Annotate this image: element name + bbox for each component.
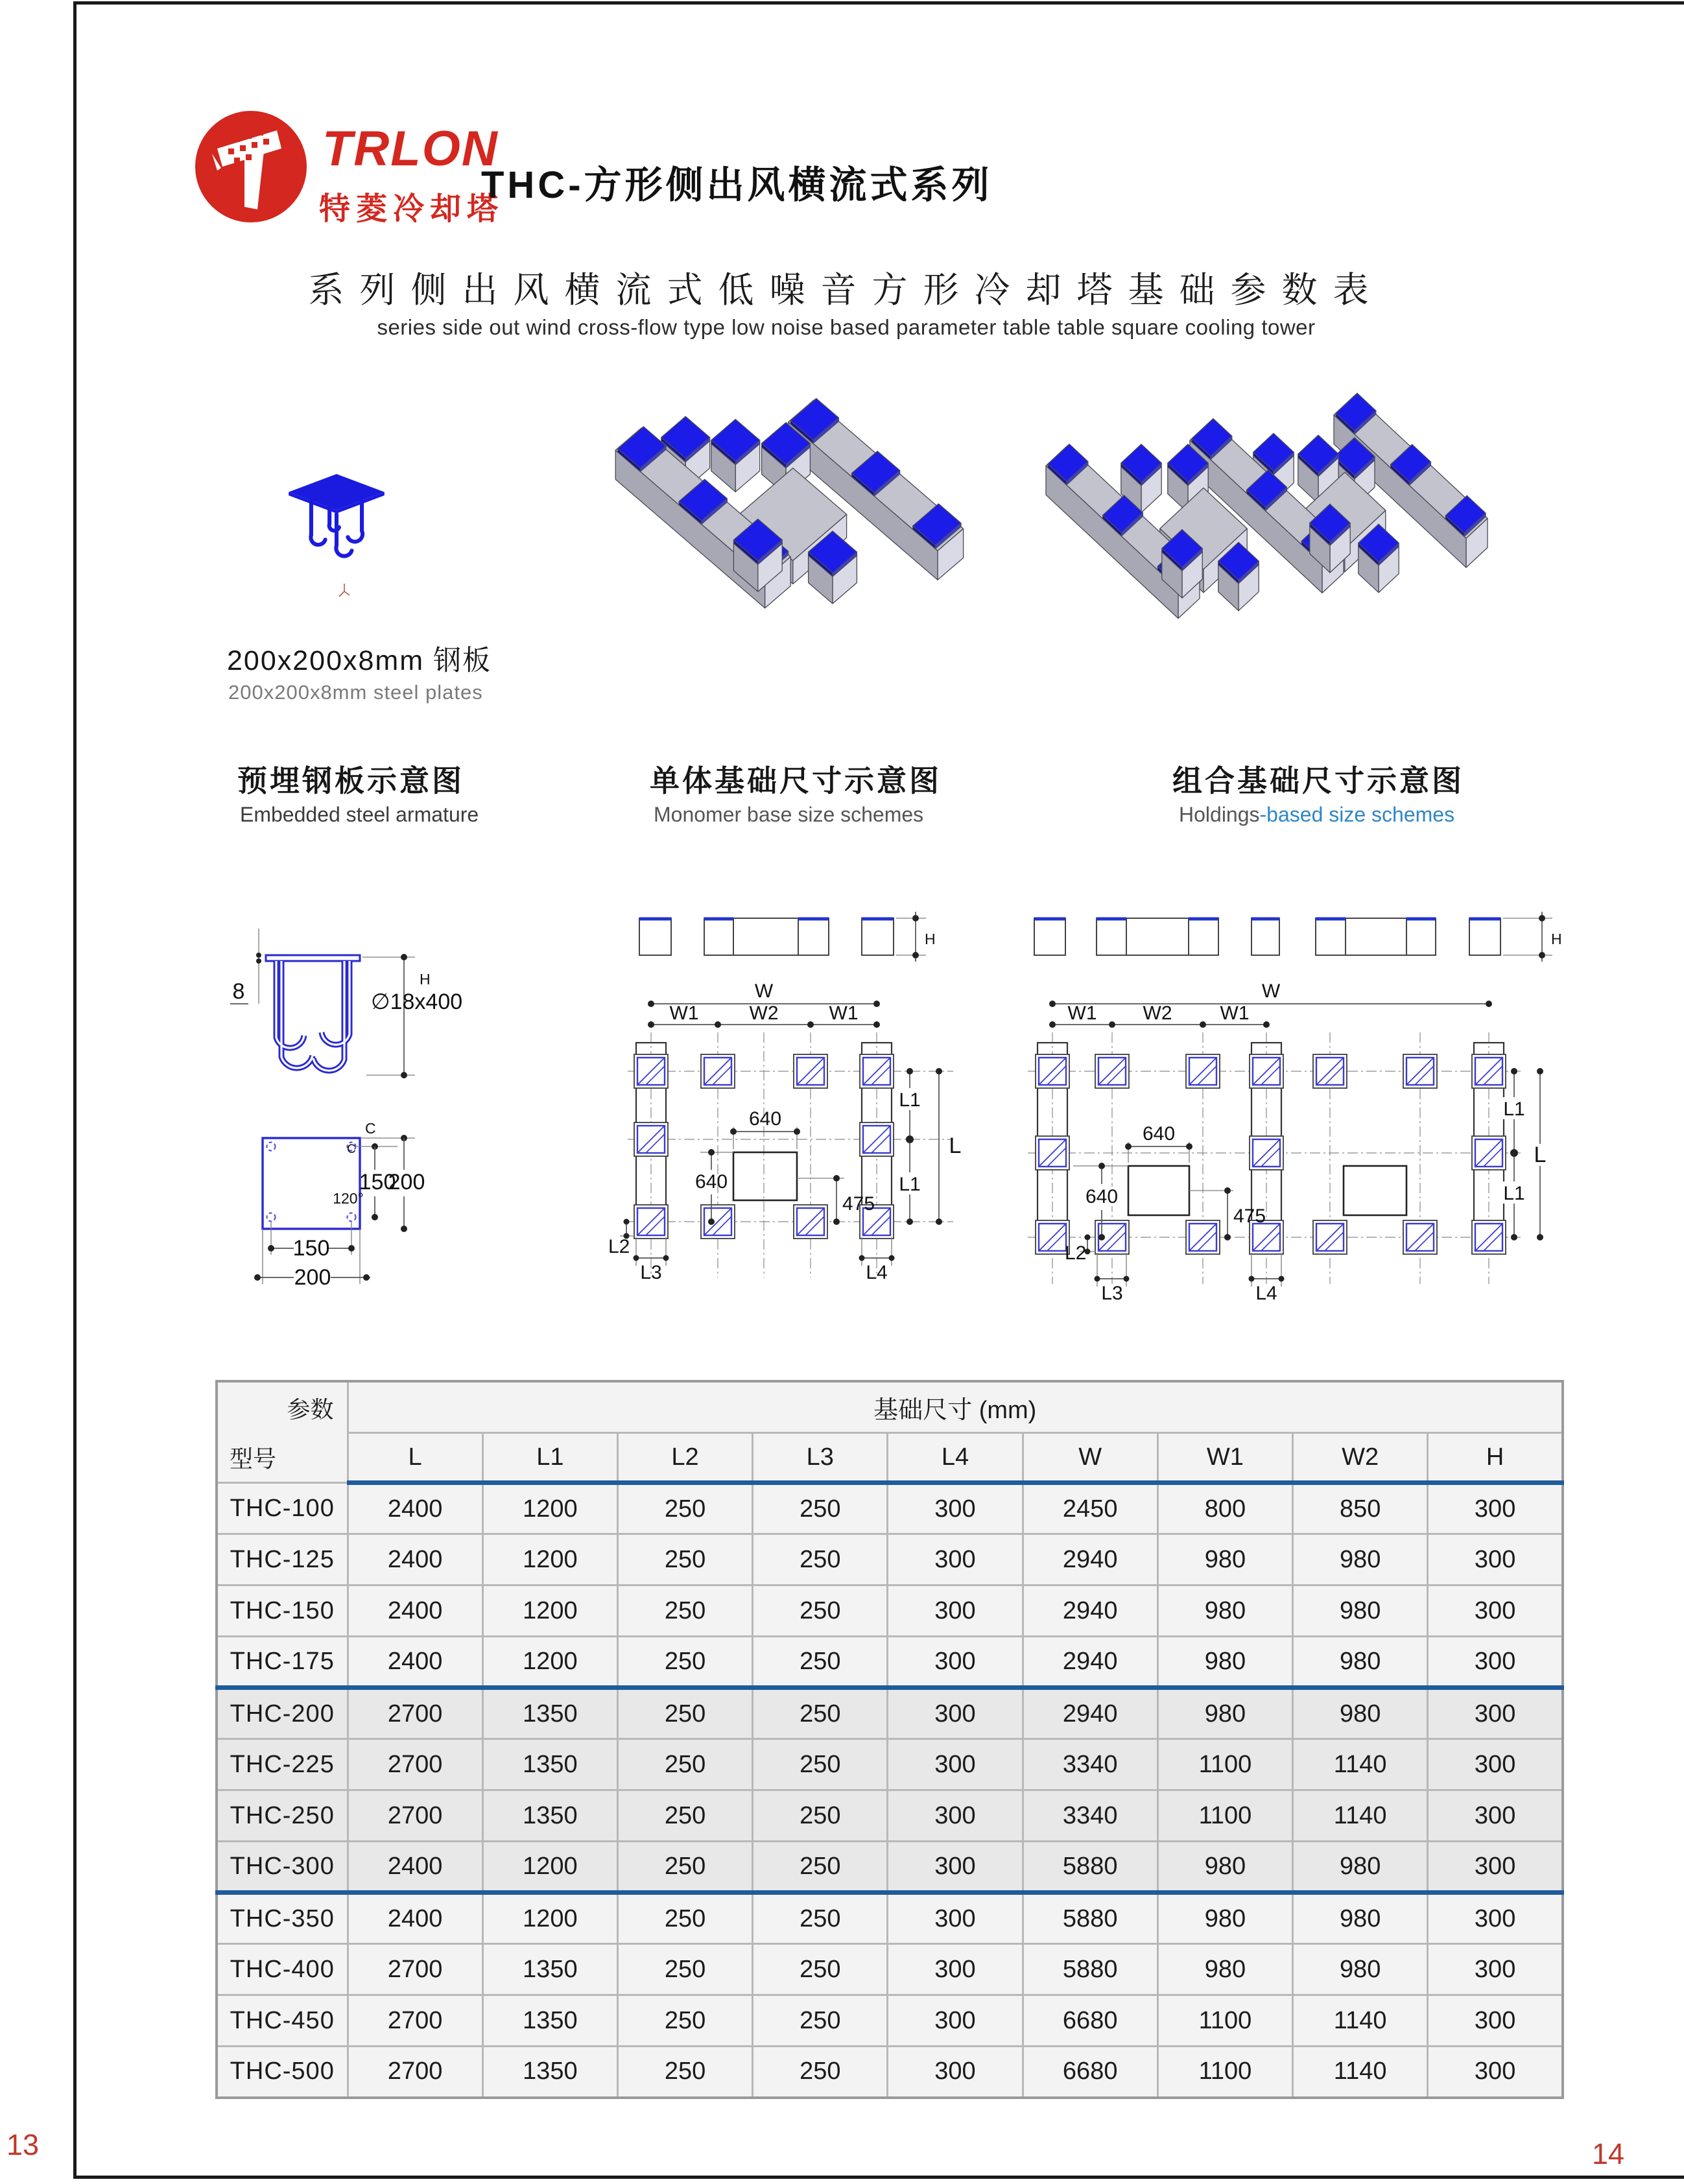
value-cell: 1200 xyxy=(482,1585,617,1637)
dim-150-side: 150 xyxy=(359,1170,396,1194)
table-row xyxy=(217,1842,1563,1893)
value-cell: 1100 xyxy=(1157,1995,1292,2047)
value-cell: 1200 xyxy=(482,1483,617,1534)
dim-w2: W2 xyxy=(749,1003,779,1024)
table-row xyxy=(217,1688,1563,1739)
model-cell: THC-125 xyxy=(217,1534,348,1585)
value-cell: 980 xyxy=(1293,1893,1428,1944)
value-cell: 1350 xyxy=(482,1995,617,2047)
value-cell: 2940 xyxy=(1023,1688,1157,1739)
value-cell: 300 xyxy=(1428,1944,1563,1995)
dim-w1b: W1 xyxy=(1220,1003,1250,1024)
subtitle-cn: 系列侧出风横流式低噪音方形冷却塔基础参数表 xyxy=(308,270,1384,310)
value-cell: 2700 xyxy=(348,1995,482,2047)
dim-h: H xyxy=(925,931,936,947)
dim-w: W xyxy=(754,980,774,1002)
value-cell: 1200 xyxy=(482,1534,617,1585)
dim-475: 475 xyxy=(842,1193,875,1215)
table-row xyxy=(217,2047,1563,2098)
col-header-W1: W1 xyxy=(1157,1433,1292,1483)
value-cell: 250 xyxy=(617,1893,752,1944)
plate-spec-cn: 200x200x8mm 钢板 xyxy=(227,645,492,676)
value-cell: 980 xyxy=(1293,1534,1428,1585)
value-cell: 300 xyxy=(1428,1585,1563,1637)
value-cell: 980 xyxy=(1293,1637,1428,1688)
col-header-L: L xyxy=(348,1433,482,1483)
value-cell: 800 xyxy=(1157,1483,1292,1534)
caption-embedded-en: Embedded steel armature xyxy=(240,803,479,826)
table-row xyxy=(217,1585,1563,1637)
value-cell: 300 xyxy=(1428,1483,1563,1534)
value-cell: 1350 xyxy=(482,1688,617,1739)
caption-combined-en-prefix: Holdings xyxy=(1179,803,1260,826)
caption-combined-cn: 组合基础尺寸示意图 xyxy=(1172,764,1464,798)
brand-name-cn: 特菱冷却塔 xyxy=(319,192,504,226)
dim-w: W xyxy=(1261,980,1281,1002)
dim-c: C xyxy=(365,1120,376,1137)
model-cell: THC-100 xyxy=(217,1483,348,1534)
value-cell: 250 xyxy=(753,1585,888,1637)
value-cell: 2700 xyxy=(348,1944,482,1995)
value-cell: 980 xyxy=(1293,1842,1428,1893)
value-cell: 850 xyxy=(1293,1483,1428,1534)
value-cell: 3340 xyxy=(1023,1790,1157,1842)
embedded-plate-drawing xyxy=(217,901,496,1329)
table-row xyxy=(217,1483,1563,1534)
dim-640-left: 640 xyxy=(1085,1186,1119,1207)
value-cell: 300 xyxy=(888,1688,1023,1739)
value-cell: 250 xyxy=(753,1944,888,1995)
value-cell: 250 xyxy=(753,1637,888,1688)
dim-l1b: L1 xyxy=(1503,1183,1525,1204)
value-cell: 980 xyxy=(1293,1944,1428,1995)
model-cell: THC-150 xyxy=(217,1585,348,1637)
value-cell: 300 xyxy=(1428,1842,1563,1893)
value-cell: 300 xyxy=(1428,1995,1563,2047)
value-cell: 1200 xyxy=(482,1842,617,1893)
value-cell: 250 xyxy=(753,1790,888,1842)
value-cell: 6680 xyxy=(1023,2047,1157,2098)
steel-plate-icon xyxy=(287,471,386,562)
value-cell: 300 xyxy=(888,1790,1023,1842)
table-row xyxy=(217,1739,1563,1790)
single-base-drawing xyxy=(603,895,992,1323)
value-cell: 300 xyxy=(888,1944,1023,1995)
value-cell: 300 xyxy=(1428,1790,1563,1842)
subtitle-en: series side out wind cross-flow type low noise based parameter table table square cooling tower xyxy=(377,315,1316,339)
corner-label-param: 参数 xyxy=(287,1396,334,1423)
value-cell: 2400 xyxy=(348,1893,482,1944)
dim-w1: W1 xyxy=(1067,1003,1097,1024)
table-row xyxy=(217,1790,1563,1842)
value-cell: 250 xyxy=(753,1842,888,1893)
caption-embedded-cn: 预埋钢板示意图 xyxy=(237,764,464,798)
model-cell: THC-450 xyxy=(217,1995,348,2047)
value-cell: 300 xyxy=(888,1739,1023,1790)
col-header-W: W xyxy=(1023,1433,1157,1483)
model-cell: THC-300 xyxy=(217,1842,348,1893)
value-cell: 1100 xyxy=(1157,1739,1292,1790)
dim-l2: L2 xyxy=(1065,1242,1087,1264)
col-header-L2: L2 xyxy=(617,1433,752,1483)
page-title: THC-方形侧出风横流式系列 xyxy=(481,164,993,206)
value-cell: 250 xyxy=(617,1534,752,1585)
col-header-L4: L4 xyxy=(888,1433,1023,1483)
model-cell: THC-175 xyxy=(217,1637,348,1688)
model-cell: THC-250 xyxy=(217,1790,348,1842)
value-cell: 250 xyxy=(753,1483,888,1534)
dim-475: 475 xyxy=(1233,1205,1266,1227)
value-cell: 1200 xyxy=(482,1893,617,1944)
value-cell: 300 xyxy=(888,1893,1023,1944)
table-row xyxy=(217,1995,1563,2047)
value-cell: 250 xyxy=(617,1483,752,1534)
value-cell: 300 xyxy=(888,1534,1023,1585)
dim-h: H xyxy=(1551,931,1562,947)
trlon-logo-icon xyxy=(193,108,309,225)
value-cell: 2940 xyxy=(1023,1637,1157,1688)
value-cell: 2400 xyxy=(348,1483,482,1534)
group-header: 基础尺寸 (mm) xyxy=(348,1381,1563,1433)
value-cell: 2940 xyxy=(1023,1534,1157,1585)
parameter-table-wrap xyxy=(215,1380,1564,2099)
value-cell: 980 xyxy=(1293,1585,1428,1637)
value-cell: 250 xyxy=(617,1995,752,2047)
value-cell: 300 xyxy=(1428,2047,1563,2098)
dim-l: L xyxy=(949,1134,962,1158)
value-cell: 250 xyxy=(753,1893,888,1944)
dim-thickness: 8 xyxy=(232,979,245,1004)
dim-angle: 120° xyxy=(333,1190,364,1207)
value-cell: 1100 xyxy=(1157,1790,1292,1842)
value-cell: 2400 xyxy=(348,1842,482,1893)
single-base-3d-figure xyxy=(610,371,967,677)
table-body xyxy=(217,1483,1563,2098)
value-cell: 250 xyxy=(617,1585,752,1637)
caption-single-en: Monomer base size schemes xyxy=(654,803,924,826)
value-cell: 2400 xyxy=(348,1637,482,1688)
value-cell: 250 xyxy=(617,1944,752,1995)
value-cell: 300 xyxy=(1428,1637,1563,1688)
dim-c2: C xyxy=(347,1143,356,1156)
value-cell: 1350 xyxy=(482,1739,617,1790)
value-cell: 980 xyxy=(1157,1637,1292,1688)
col-header-L1: L1 xyxy=(482,1433,617,1483)
value-cell: 300 xyxy=(888,1585,1023,1637)
table-row xyxy=(217,1944,1563,1995)
dim-w1b: W1 xyxy=(829,1003,859,1024)
dim-l3: L3 xyxy=(640,1262,662,1283)
value-cell: 300 xyxy=(888,1483,1023,1534)
dim-l1a: L1 xyxy=(1503,1098,1525,1120)
value-cell: 2400 xyxy=(348,1534,482,1585)
value-cell: 1350 xyxy=(482,1944,617,1995)
value-cell: 980 xyxy=(1293,1688,1428,1739)
dim-anchor: ∅18x400 xyxy=(371,990,463,1014)
value-cell: 6680 xyxy=(1023,1995,1157,2047)
value-cell: 300 xyxy=(888,1995,1023,2047)
value-cell: 1140 xyxy=(1293,1790,1428,1842)
value-cell: 980 xyxy=(1157,1688,1292,1739)
value-cell: 250 xyxy=(617,1790,752,1842)
value-cell: 250 xyxy=(753,1688,888,1739)
dim-l2: L2 xyxy=(608,1236,630,1257)
value-cell: 300 xyxy=(1428,1739,1563,1790)
value-cell: 300 xyxy=(888,2047,1023,2098)
dim-200-side: 200 xyxy=(388,1170,425,1194)
corner-cell xyxy=(217,1381,348,1483)
col-header-L3: L3 xyxy=(753,1433,888,1483)
brand-name: TRLON xyxy=(322,121,499,176)
value-cell: 2700 xyxy=(348,1688,482,1739)
page-number-left: 13 xyxy=(6,2128,40,2161)
value-cell: 1140 xyxy=(1293,1995,1428,2047)
value-cell: 250 xyxy=(753,1995,888,2047)
dim-640-left: 640 xyxy=(694,1171,728,1193)
value-cell: 5880 xyxy=(1023,1893,1157,1944)
col-header-H: H xyxy=(1428,1433,1563,1483)
value-cell: 980 xyxy=(1157,1893,1292,1944)
value-cell: 980 xyxy=(1157,1842,1292,1893)
dim-w2: W2 xyxy=(1143,1003,1172,1024)
col-header-W2: W2 xyxy=(1293,1433,1428,1483)
model-cell: THC-500 xyxy=(217,2047,348,2098)
corner-label-model: 型号 xyxy=(230,1445,277,1472)
table-row xyxy=(217,1893,1563,1944)
dim-640-top: 640 xyxy=(1142,1123,1176,1145)
value-cell: 1140 xyxy=(1293,2047,1428,2098)
value-cell: 250 xyxy=(753,1739,888,1790)
value-cell: 300 xyxy=(1428,1534,1563,1585)
value-cell: 1350 xyxy=(482,2047,617,2098)
model-cell: THC-350 xyxy=(217,1893,348,1944)
value-cell: 250 xyxy=(617,1688,752,1739)
value-cell: 2700 xyxy=(348,1739,482,1790)
value-cell: 2940 xyxy=(1023,1585,1157,1637)
value-cell: 250 xyxy=(753,2047,888,2098)
dim-200-bottom: 200 xyxy=(294,1265,331,1290)
value-cell: 3340 xyxy=(1023,1739,1157,1790)
parameter-table xyxy=(215,1380,1564,2099)
table-row xyxy=(217,1637,1563,1688)
page-number-right: 14 xyxy=(1592,2137,1625,2170)
caption-single-cn: 单体基础尺寸示意图 xyxy=(650,764,942,798)
caption-combined-en-suffix: -based size schemes xyxy=(1259,803,1455,826)
value-cell: 300 xyxy=(1428,1688,1563,1739)
dim-w1: W1 xyxy=(669,1003,699,1024)
dim-l1a: L1 xyxy=(899,1089,921,1111)
value-cell: 1200 xyxy=(482,1637,617,1688)
plate-spec-en: 200x200x8mm steel plates xyxy=(228,681,483,704)
dim-l3: L3 xyxy=(1101,1283,1123,1304)
value-cell: 2450 xyxy=(1023,1483,1157,1534)
model-cell: THC-200 xyxy=(217,1688,348,1739)
value-cell: 5880 xyxy=(1023,1842,1157,1893)
value-cell: 2700 xyxy=(348,1790,482,1842)
combined-base-3d-figure xyxy=(1041,355,1495,689)
table-row xyxy=(217,1534,1563,1585)
value-cell: 250 xyxy=(617,1739,752,1790)
value-cell: 1350 xyxy=(482,1790,617,1842)
value-cell: 2400 xyxy=(348,1585,482,1637)
value-cell: 980 xyxy=(1157,1534,1292,1585)
value-cell: 980 xyxy=(1157,1585,1292,1637)
value-cell: 300 xyxy=(888,1637,1023,1688)
dim-150-bottom: 150 xyxy=(292,1236,330,1261)
value-cell: 300 xyxy=(1428,1893,1563,1944)
dim-l4: L4 xyxy=(1255,1283,1277,1304)
value-cell: 300 xyxy=(888,1842,1023,1893)
caption-combined-en xyxy=(1179,803,1454,827)
value-cell: 5880 xyxy=(1023,1944,1157,1995)
value-cell: 980 xyxy=(1157,1944,1292,1995)
axis-marker-icon xyxy=(336,582,353,599)
value-cell: 1100 xyxy=(1157,2047,1292,2098)
combined-base-drawing xyxy=(966,895,1563,1323)
model-cell: THC-225 xyxy=(217,1739,348,1790)
dim-l4: L4 xyxy=(866,1262,888,1283)
value-cell: 250 xyxy=(617,2047,752,2098)
dim-l: L xyxy=(1534,1143,1547,1167)
dim-640-top: 640 xyxy=(748,1108,782,1130)
dim-h: H xyxy=(420,971,431,988)
value-cell: 2700 xyxy=(348,2047,482,2098)
value-cell: 250 xyxy=(753,1534,888,1585)
model-cell: THC-400 xyxy=(217,1944,348,1995)
value-cell: 250 xyxy=(617,1842,752,1893)
value-cell: 1140 xyxy=(1293,1739,1428,1790)
dim-l1b: L1 xyxy=(899,1174,921,1195)
value-cell: 250 xyxy=(617,1637,752,1688)
